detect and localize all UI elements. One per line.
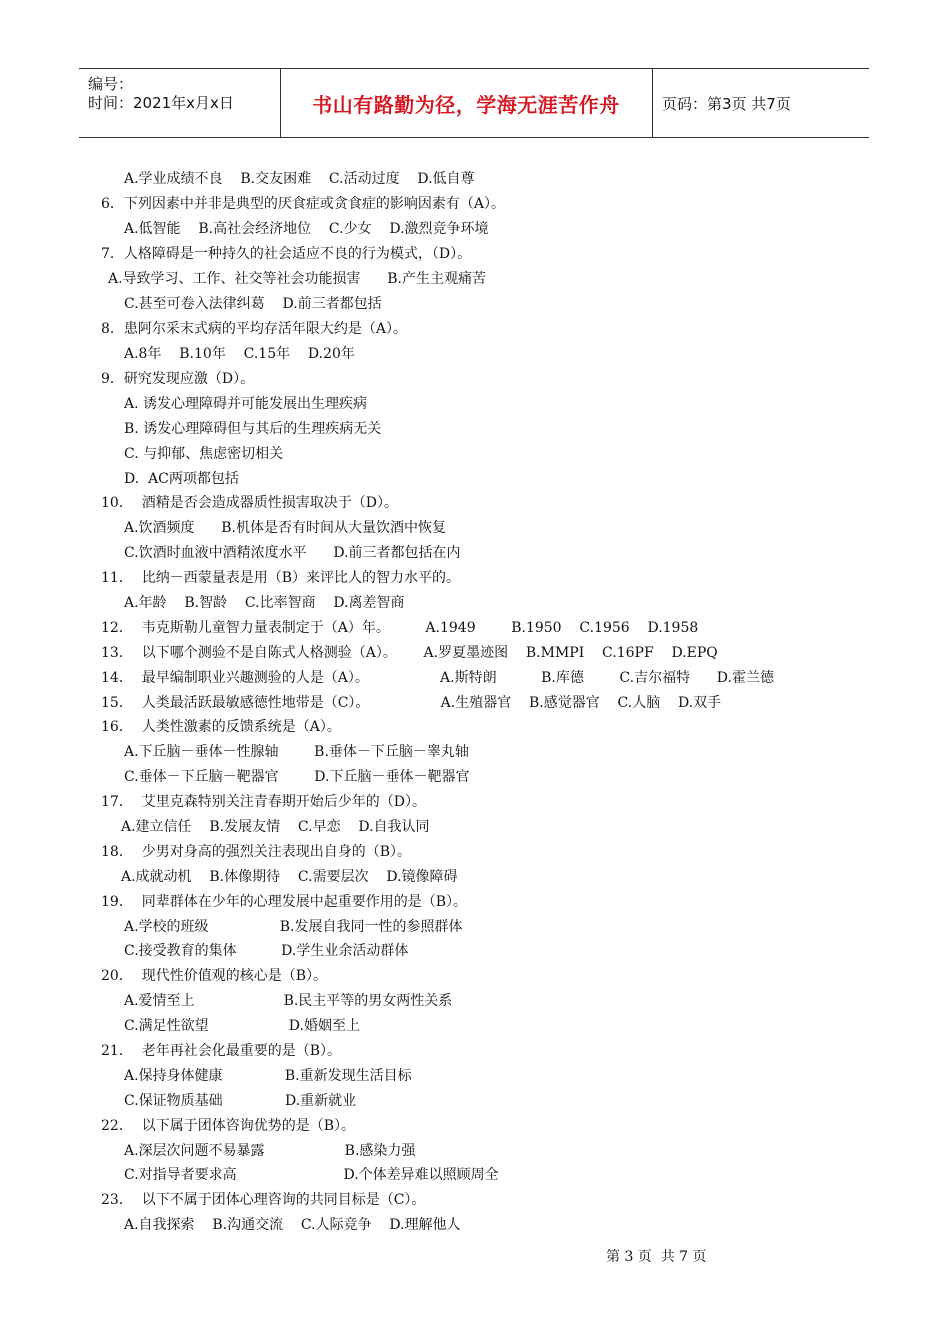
option-line: C.保证物质基础 D.重新就业 [124,1093,357,1109]
option-line: A.学业成绩不良 B.交友困难 C.活动过度 D.低自尊 [124,171,475,187]
header-motto-cell [280,69,653,137]
option-line: A. 诱发心理障碍并可能发展出生理疾病 [124,396,368,412]
option-line: A.深层次问题不易暴露 B.感染力强 [124,1143,416,1159]
question-line: 16． 人类性激素的反馈系统是（A）。 [101,719,341,735]
option-line: B. 诱发心理障碍但与其后的生理疾病无关 [124,421,382,437]
question-line: 7．人格障碍是一种持久的社会适应不良的行为模式，（D）。 [101,246,472,262]
option-line: A.建立信任 B.发展友情 C.早恋 D.自我认同 [121,819,430,835]
option-line: A.8年 B.10年 C.15年 D.20年 [124,346,355,362]
question-line: 15． 人类最活跃最敏感德性地带是（C）。 A.生殖器官 B.感觉器官 C.人脑 D.双手 [101,695,722,711]
option-line: C. 与抑郁、焦虑密切相关 [124,446,284,462]
question-line: 14． 最早编制职业兴趣测验的人是（A）。 A.斯特朗 B.库德 C.吉尔福特 D.霍兰德 [101,670,774,686]
motto-text: 书山有路勤为径，学海无涯苦作舟 [312,92,620,117]
question-line: 19． 同辈群体在少年的心理发展中起重要作用的是（B）。 [101,894,468,910]
option-line: A.年龄 B.智龄 C.比率智商 D.离差智商 [124,595,405,611]
option-line: C.对指导者要求高 D.个体差异难以照顾周全 [124,1167,499,1183]
question-line: 10． 酒精是否会造成器质性损害取决于（D）。 [101,495,398,511]
option-line: C.甚至可卷入法律纠葛 D.前三者都包括 [124,296,382,312]
option-line: A.低智能 B.高社会经济地位 C.少女 D.激烈竞争环境 [124,221,489,237]
option-line: A.导致学习、工作、社交等社会功能损害 B.产生主观痛苦 [108,271,486,287]
option-line: A.自我探索 B.沟通交流 C.人际竞争 D.理解他人 [124,1217,461,1233]
question-line: 11． 比纳－西蒙量表是用（B）来评比人的智力水平的。 [101,570,461,586]
question-line: 8．患阿尔采末式病的平均存活年限大约是（A）。 [101,321,408,337]
header-meta-cell [79,69,281,137]
question-line: 18． 少男对身高的强烈关注表现出自身的（B）。 [101,844,412,860]
option-line: A.爱情至上 B.民主平等的男女两性关系 [124,993,453,1009]
page-number-label: 页码：第3页 共7页 [662,94,791,113]
page-header [79,68,869,138]
option-line: A.下丘脑－垂体－性腺轴 B.垂体－下丘脑－睾丸轴 [124,744,469,760]
option-line: A.饮酒频度 B.机体是否有时间从大量饮酒中恢复 [124,520,446,536]
document-number-label: 编号： [88,75,134,93]
option-line: C.接受教育的集体 D.学生业余活动群体 [124,943,409,959]
question-line: 17． 艾里克森特别关注青春期开始后少年的（D）。 [101,794,426,810]
header-page-cell [653,69,869,137]
option-line: A.学校的班级 B.发展自我同一性的参照群体 [124,919,463,935]
question-line: 23． 以下不属于团体心理咨询的共同目标是（C）。 [101,1192,426,1208]
question-line: 9．研究发现应激（D）。 [101,371,255,387]
option-line: C.垂体－下丘脑－靶器官 D.下丘脑－垂体－靶器官 [124,769,470,785]
question-line: 21． 老年再社会化最重要的是（B）。 [101,1043,342,1059]
question-line: 13． 以下哪个测验不是自陈式人格测验（A）。 A.罗夏墨迹图 B.MMPI C.16PF D.EPQ [101,645,718,661]
option-line: A.成就动机 B.体像期待 C.需要层次 D.镜像障碍 [121,869,458,885]
option-line: C.满足性欲望 D.婚姻至上 [124,1018,360,1034]
option-line: C.饮酒时血液中酒精浓度水平 D.前三者都包括在内 [124,545,461,561]
page-footer: 第 3 页 共 7 页 [606,1249,707,1265]
option-line: A.保持身体健康 B.重新发现生活目标 [124,1068,412,1084]
option-line: D. AC两项都包括 [124,471,239,487]
question-line: 6．下列因素中并非是典型的厌食症或贪食症的影响因素有（A）。 [101,196,506,212]
question-line: 12． 韦克斯勒儿童智力量表制定于（A）年。 A.1949 B.1950 C.1956 D.1958 [101,620,699,636]
document-date-label: 时间：2021年x月x日 [88,94,234,112]
question-line: 20． 现代性价值观的核心是（B）。 [101,968,328,984]
question-line: 22． 以下属于团体咨询优势的是（B）。 [101,1118,356,1134]
